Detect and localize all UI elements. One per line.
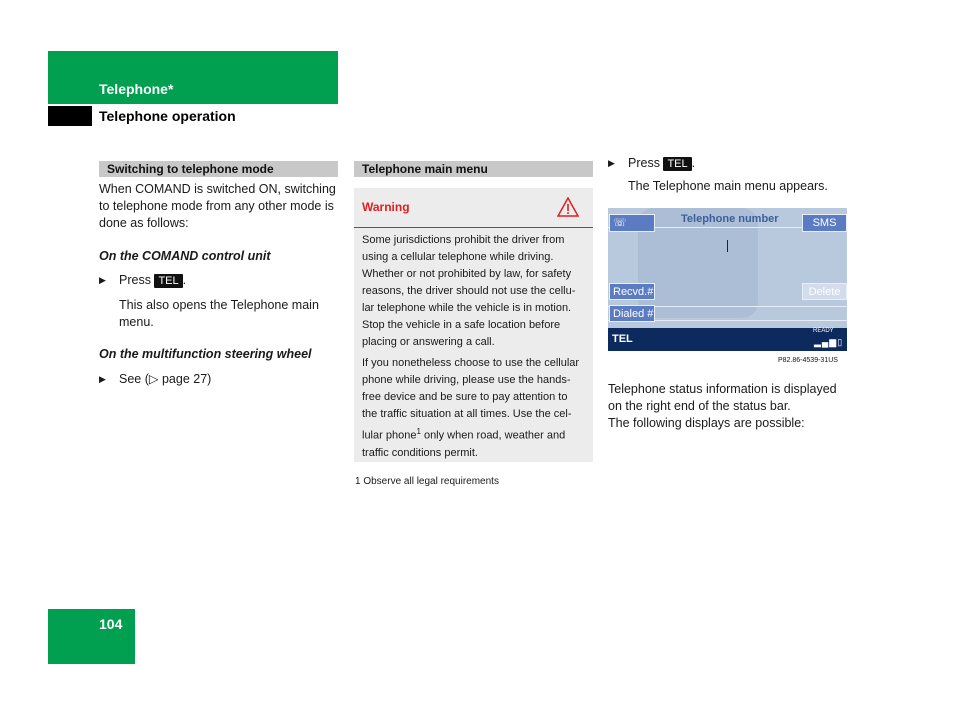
intro-line: When COMAND is switched ON, switching: [99, 182, 336, 196]
footnote: 1 Observe all legal requirements: [355, 476, 499, 487]
ready-label: READY: [813, 328, 834, 334]
header-tab-marker: [48, 106, 92, 126]
status-line: The following displays are possible:: [608, 416, 805, 430]
page-number: 104: [99, 616, 123, 632]
bullet-arrow-icon: ▶: [99, 374, 106, 384]
section-title-main-menu: Telephone main menu: [354, 161, 593, 177]
bullet-arrow-icon: ▶: [99, 275, 106, 285]
status-bar: [608, 328, 847, 351]
intro-line: done as follows:: [99, 216, 189, 230]
press-label: Press: [119, 273, 151, 287]
control-unit-heading: On the COMAND control unit: [99, 249, 271, 263]
also-opens-text: [119, 297, 339, 331]
warning-line: Whether or not prohibited by law, for safety: [362, 268, 572, 280]
intro-line: to telephone mode from any other mode is: [99, 199, 334, 213]
received-calls-button[interactable]: Recvd.#: [609, 283, 655, 300]
screen-caption: P82.86-4539-31US: [778, 357, 838, 364]
header-band: [48, 51, 338, 104]
telephone-screen: [608, 208, 847, 351]
warning-title: Warning: [362, 200, 410, 214]
menu-appears-text: The Telephone main menu appears.: [628, 179, 828, 193]
status-line: Telephone status information is displayed: [608, 382, 837, 396]
tel-key-icon: TEL: [154, 274, 182, 288]
phone-text: lular phone: [362, 429, 417, 442]
see-page-link: See (▷ page 27): [119, 372, 212, 386]
footnote-mark: 1: [416, 427, 421, 436]
press-tel-step: [99, 272, 186, 289]
delete-button[interactable]: Delete: [802, 283, 847, 300]
warning-line: free device and be sure to pay attention to: [362, 391, 568, 403]
warning-divider: [354, 227, 593, 228]
period: .: [182, 273, 187, 287]
period: .: [691, 156, 696, 170]
warning-line: reasons, the driver should not use the cellu-: [362, 285, 576, 297]
warning-paragraph-1: [362, 232, 588, 351]
screen-title: Telephone number: [681, 213, 779, 225]
status-line: on the right end of the status bar.: [608, 399, 791, 413]
warning-line: the traffic situation at all times. Use the cel-: [362, 408, 572, 420]
intro-paragraph: [99, 181, 339, 232]
see-page-step: [99, 371, 211, 388]
status-info-paragraph: [608, 381, 848, 432]
also-opens-line: menu.: [119, 315, 154, 329]
also-opens-line: This also opens the Telephone main: [119, 298, 319, 312]
warning-paragraph-2: [362, 355, 588, 462]
page-title: Telephone*: [99, 81, 174, 97]
tel-mode-label: TEL: [612, 333, 633, 345]
page-subtitle: Telephone operation: [99, 108, 236, 124]
warning-line: Some jurisdictions prohibit the driver from: [362, 234, 565, 246]
phone-text-after: only when road, weather and: [420, 429, 566, 442]
sms-button[interactable]: SMS: [802, 214, 847, 232]
warning-line: placing or answering a call.: [362, 336, 495, 348]
warning-line: lar telephone while the vehicle is in motion.: [362, 302, 572, 314]
tel-key-icon: TEL: [663, 157, 691, 171]
signal-strength-icon: ▂▄▆▯: [814, 337, 844, 347]
press-tel-step-right: [608, 155, 695, 172]
warning-triangle-icon: [557, 197, 579, 222]
warning-line: If you nonetheless choose to use the cellular: [362, 357, 580, 369]
text-cursor: [727, 240, 728, 252]
phone-book-icon[interactable]: ☏: [609, 214, 655, 232]
warning-line: [362, 423, 588, 445]
warning-line: using a cellular telephone while driving.: [362, 251, 554, 263]
section-title-switching: Switching to telephone mode: [99, 161, 338, 177]
bullet-arrow-icon: ▶: [608, 158, 615, 168]
warning-line: phone while driving, please use the hands-: [362, 374, 571, 386]
press-label: Press: [628, 156, 660, 170]
dialed-numbers-button[interactable]: Dialed #: [609, 305, 655, 322]
steering-wheel-heading: On the multifunction steering wheel: [99, 347, 312, 361]
warning-line: Stop the vehicle in a safe location before: [362, 319, 561, 331]
warning-line: traffic conditions permit.: [362, 446, 478, 459]
